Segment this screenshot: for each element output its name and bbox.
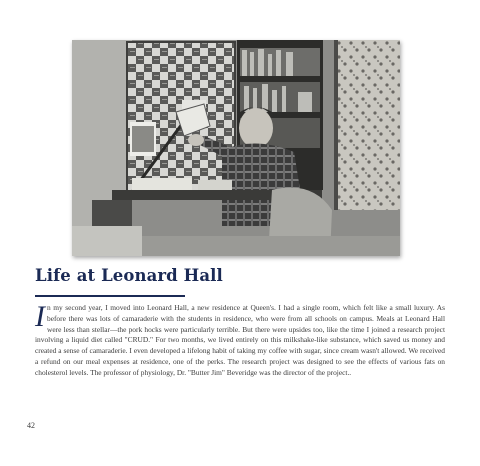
drop-cap: I — [35, 300, 45, 333]
title-underline — [35, 295, 185, 297]
article-title: Life at Leonard Hall — [35, 266, 223, 285]
dorm-room-photo — [72, 40, 400, 256]
article-body-text: n my second year, I moved into Leonard Hall, a new residence at Queen's. I had a single room, which felt like a small luxury. As before there was lots of camaraderie with the students in residence, who were from all schools on campus. Meals at Leonard Hall were less than stellar—the pork hocks were particularly terrible. But there were upsides too, like the time I joined a research project involving a liquid diet called "CRUD." For two months, we lived entirely on this milkshake-like substance, which saved us money and created a sense of camaraderie. I even developed a lifelong habit of taking my coffee with sugar, since cream wasn't allowed. We received a refund on our meal expenses at residence, one of the perks. The research project was designed to see the effects of various fats on cholesterol levels. The professor of physiology, Dr. "Butter Jim" Beveridge was the director of the project.. — [35, 303, 445, 377]
article-body — [35, 300, 445, 379]
page-number: 42 — [27, 421, 35, 430]
